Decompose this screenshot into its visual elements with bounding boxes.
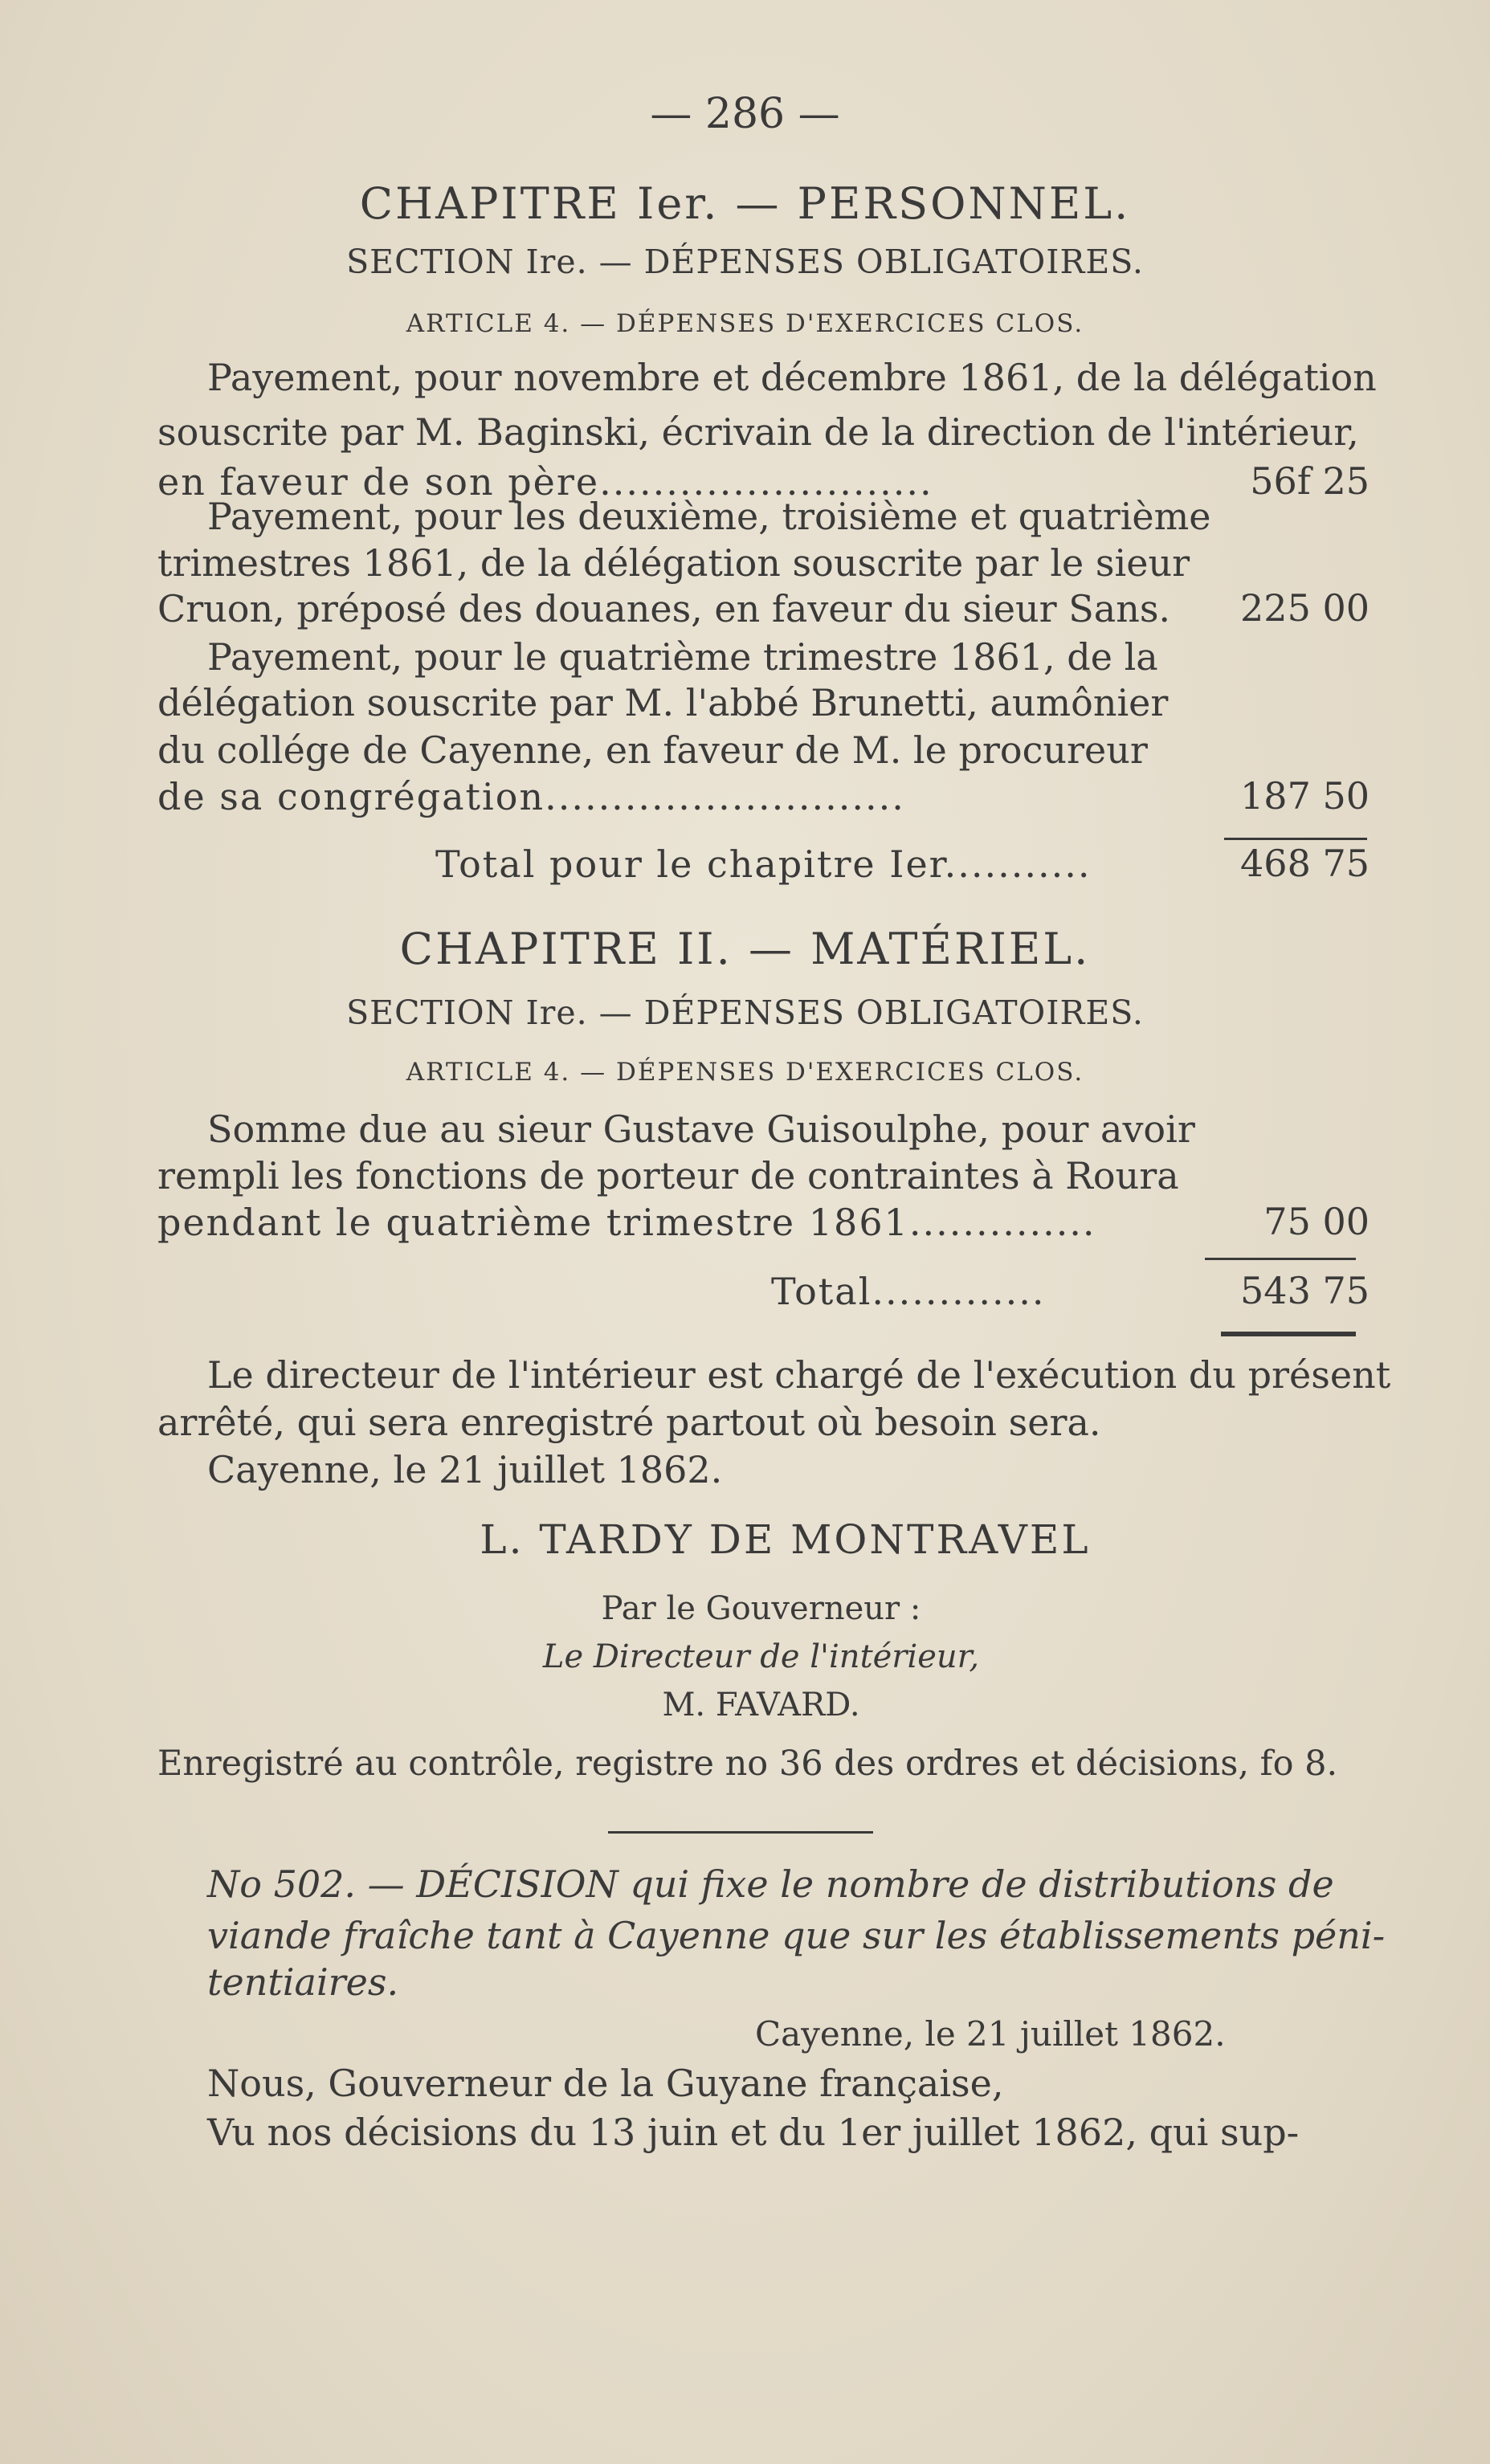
- entry-3-line-4: de sa congrégation...........................: [157, 775, 905, 818]
- chapter-1-section: SECTION Ire. — DÉPENSES OBLIGATOIRES.: [346, 243, 1144, 281]
- signature-official: M. FAVARD.: [662, 1687, 860, 1724]
- entry-3-line-2: délégation souscrite par M. l'abbé Brunetti, aumônier: [157, 681, 1169, 724]
- entry-2-line-1: Payement, pour les deuxième, troisième et quatrième: [207, 495, 1211, 538]
- closing-line-3: Cayenne, le 21 juillet 1862.: [207, 1448, 723, 1491]
- subtotal-rule: [1224, 838, 1367, 840]
- total-rule: [1205, 1258, 1356, 1260]
- chapter-1-title: CHAPITRE Ier. — PERSONNEL.: [359, 178, 1131, 229]
- page-number: — 286 —: [650, 90, 840, 138]
- decision-heading-line-3: tentiaires.: [207, 1960, 399, 2004]
- entry-3-amount: 187 50: [1240, 774, 1370, 818]
- signature-role: Le Directeur de l'intérieur,: [542, 1638, 980, 1675]
- registration-note: Enregistré au contrôle, registre no 36 des ordres et décisions, fo 8.: [157, 1744, 1338, 1784]
- entry-2-line-2: trimestres 1861, de la délégation souscrite par le sieur: [157, 541, 1190, 585]
- entry-1-line-2: souscrite par M. Baginski, écrivain de la direction de l'intérieur,: [157, 410, 1359, 454]
- entry-3-line-3: du collége de Cayenne, en faveur de M. le procureur: [157, 728, 1148, 772]
- entry-3-line-1: Payement, pour le quatrième trimestre 1861, de la: [207, 635, 1158, 679]
- closing-line-1: Le directeur de l'intérieur est chargé de l'exécution du présent: [207, 1353, 1391, 1397]
- chapter-1-total-label: Total pour le chapitre Ier...........: [435, 842, 1092, 886]
- ch2-entry-1-amount: 75 00: [1263, 1200, 1370, 1243]
- ch2-entry-1-line-2: rempli les fonctions de porteur de contraintes à Roura: [157, 1154, 1179, 1197]
- decision-heading-line-1: [207, 1862, 1334, 1907]
- chapter-1-total-amount: 468 75: [1240, 842, 1370, 885]
- decision-heading-text: No 502. — DÉCISION qui fixe le nombre de distributions de: [207, 1862, 1334, 1906]
- chapter-2-total-label: Total.............: [771, 1270, 1046, 1313]
- signature-name: L. TARDY DE MONTRAVEL: [480, 1516, 1091, 1563]
- ch2-entry-1-line-3: pendant le quatrième trimestre 1861..............: [157, 1201, 1096, 1244]
- closing-line-2: arrêté, qui sera enregistré partout où besoin sera.: [157, 1401, 1101, 1444]
- signature-by: Par le Gouverneur :: [601, 1590, 921, 1627]
- entry-2-amount: 225 00: [1240, 586, 1370, 630]
- chapter-2-section: SECTION Ire. — DÉPENSES OBLIGATOIRES.: [346, 993, 1144, 1032]
- chapter-2-title: CHAPITRE II. — MATÉRIEL.: [399, 924, 1091, 974]
- ch2-entry-1-line-1: Somme due au sieur Gustave Guisoulphe, pour avoir: [207, 1108, 1195, 1151]
- entry-1-line-1: Payement, pour novembre et décembre 1861, de la délégation: [207, 356, 1377, 399]
- chapter-2-total-amount: 543 75: [1240, 1269, 1370, 1312]
- chapter-1-article: ARTICLE 4. — DÉPENSES D'EXERCICES CLOS.: [406, 309, 1084, 338]
- decision-body-line-2: Vu nos décisions du 13 juin et du 1er juillet 1862, qui sup-: [207, 2111, 1300, 2154]
- entry-2-line-3: Cruon, préposé des douanes, en faveur du sieur Sans.: [157, 587, 1171, 630]
- entry-1-line-3: en faveur de son père.........................: [157, 460, 933, 504]
- chapter-2-article: ARTICLE 4. — DÉPENSES D'EXERCICES CLOS.: [406, 1058, 1084, 1087]
- entry-1-amount: 56f 25: [1250, 459, 1370, 503]
- decision-body-line-1: Nous, Gouverneur de la Guyane française,: [207, 2062, 1004, 2105]
- double-rule: [1221, 1332, 1356, 1336]
- section-divider: [608, 1831, 873, 1834]
- decision-heading-line-2: viande fraîche tant à Cayenne que sur les établissements péni-: [207, 1914, 1386, 1957]
- decision-place-date: Cayenne, le 21 juillet 1862.: [755, 2014, 1226, 2054]
